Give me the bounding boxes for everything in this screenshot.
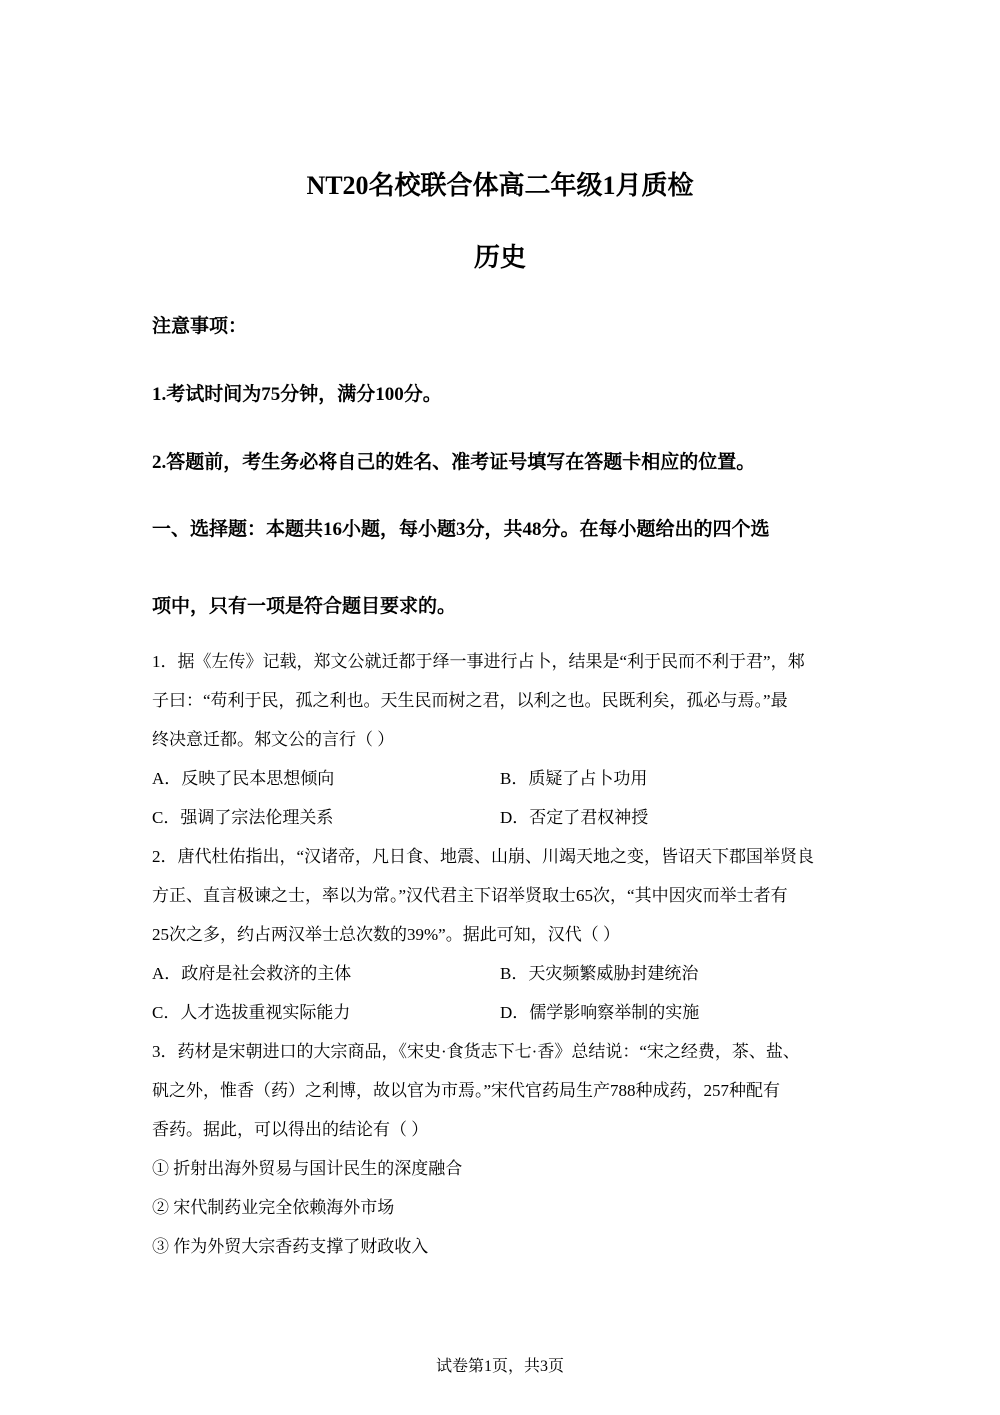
section-heading-line-1: 一、选择题：本题共16小题，每小题3分，共48分。在每小题给出的四个选 [152, 519, 770, 540]
notice-heading: 注意事项： [152, 316, 248, 337]
question-1-option-b: B．质疑了占卜功用 [500, 769, 648, 788]
question-1-line-3: 终决意迁都。邾文公的言行（ ） [152, 730, 395, 749]
question-1-option-c: C．强调了宗法伦理关系 [152, 808, 334, 827]
question-1-option-d: D．否定了君权神授 [500, 808, 649, 827]
question-2-option-b: B．天灾频繁威胁封建统治 [500, 964, 699, 983]
question-3-statement-1: ① 折射出海外贸易与国计民生的深度融合 [152, 1159, 463, 1178]
question-3-line-2: 矾之外，惟香（药）之利博，故以官为市焉。”宋代官药局生产788种成药，257种配有 [152, 1081, 781, 1100]
question-1-option-a: A．反映了民本思想倾向 [152, 769, 335, 788]
question-3-line-1: 3．药材是宋朝进口的大宗商品，《宋史·食货志下七·香》总结说：“宋之经费，茶、盐、 [152, 1042, 800, 1061]
exam-title: NT20名校联合体高二年级1月质检 [306, 171, 694, 200]
question-1-line-1: 1．据《左传》记载，郑文公就迁都于绎一事进行占卜，结果是“利于民而不利于君”，邾 [152, 652, 805, 671]
subject-title: 历史 [473, 243, 526, 272]
question-2-option-c: C．人才选拔重视实际能力 [152, 1003, 351, 1022]
question-3-statement-3: ③ 作为外贸大宗香药支撑了财政收入 [152, 1237, 429, 1256]
question-3-statement-2: ② 宋代制药业完全依赖海外市场 [152, 1198, 395, 1217]
notice-item-2: 2.答题前，考生务必将自己的姓名、准考证号填写在答题卡相应的位置。 [152, 452, 756, 473]
question-2-option-a: A．政府是社会救济的主体 [152, 964, 352, 983]
question-2-option-d: D．儒学影响察举制的实施 [500, 1003, 700, 1022]
question-2-line-2: 方正、直言极谏之士，率以为常。”汉代君主下诏举贤取士65次，“其中因灾而举士者有 [152, 886, 788, 905]
question-2-line-3: 25次之多，约占两汉举士总次数的39%”。据此可知，汉代（ ） [152, 925, 620, 944]
question-1-line-2: 子曰：“苟利于民，孤之利也。天生民而树之君，以利之也。民既利矣，孤必与焉。”最 [152, 691, 788, 710]
section-heading-line-2: 项中，只有一项是符合题目要求的。 [152, 596, 457, 617]
page-footer: 试卷第1页，共3页 [435, 1358, 564, 1375]
question-3-line-3: 香药。据此，可以得出的结论有（ ） [152, 1120, 429, 1139]
notice-item-1: 1.考试时间为75分钟，满分100分。 [152, 384, 442, 405]
question-2-line-1: 2．唐代杜佑指出，“汉诸帝，凡日食、地震、山崩、川竭天地之变，皆诏天下郡国举贤良 [152, 847, 815, 866]
